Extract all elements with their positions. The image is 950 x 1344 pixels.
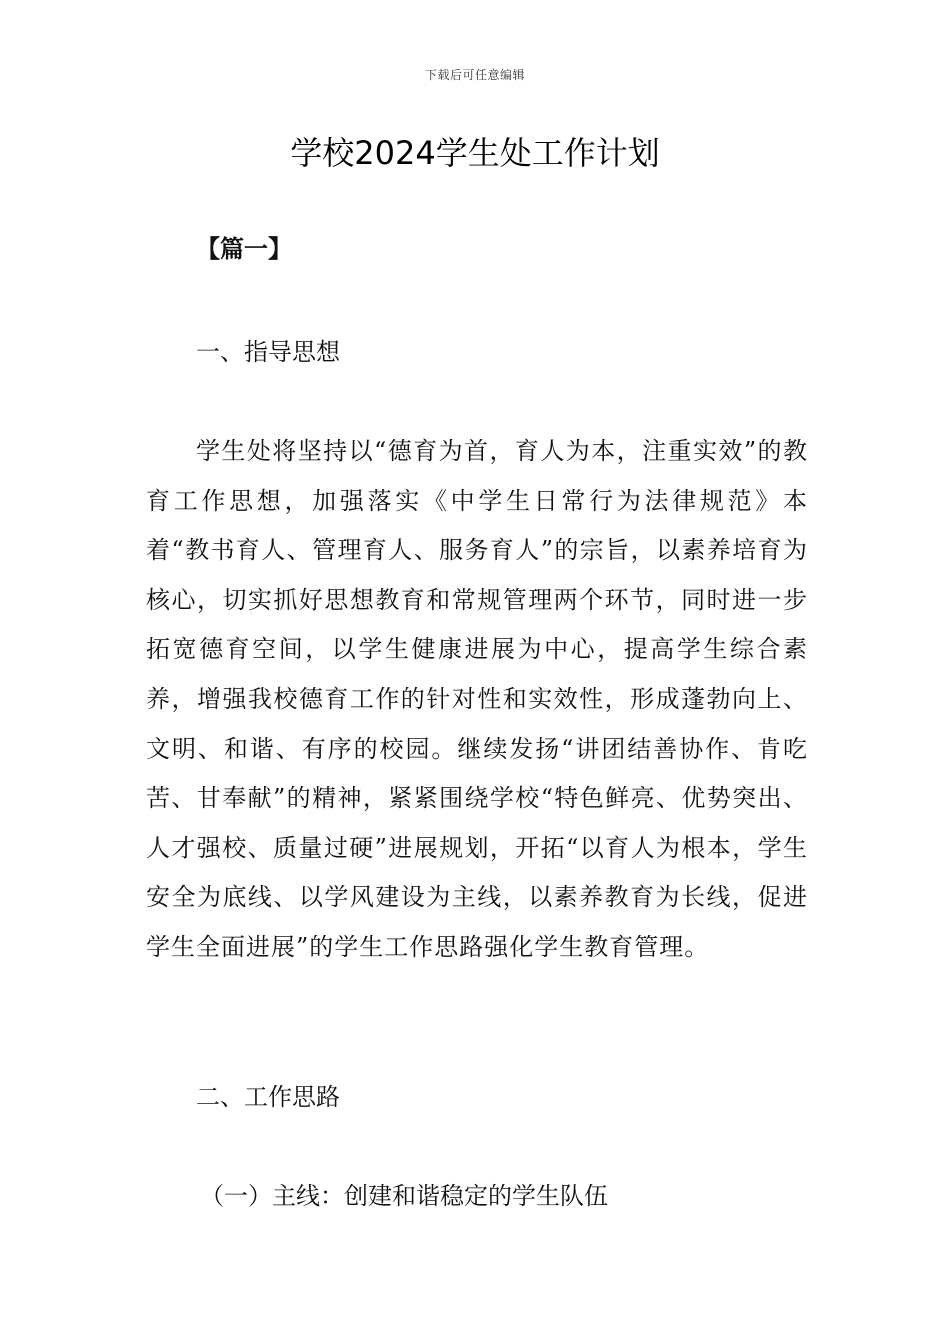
section-paragraph-guiding-ideology: 学生处将坚持以“德育为首，育人为本，注重实效”的教育工作思想，加强落实《中学生日常行为法律规范》本着“教书育人、管理育人、服务育人”的宗旨，以素养培育为核心，切实抓好思想教育和常规管理两个环节，同时进一步拓宽德育空间，以学生健康进展为中心，提高学生综合素养，增强我校德育工作的针对性和实效性，形成蓬勃向上、文明、和谐、有序的校园。继续发扬“讲团结善协作、肯吃苦、甘奉献”的精神，紧紧围绕学校“特色鲜亮、优势突出、人才强校、质量过硬”进展规划，开拓“以育人为根本，学生安全为底线、以学风建设为主线，以素养教育为长线，促进学生全面进展”的学生工作思路强化学生教育管理。 — [146, 437, 808, 961]
part-label: 【篇一】 — [196, 235, 292, 263]
header-note: 下载后可任意编辑 — [424, 68, 525, 82]
subsection-heading-main-line: （一）主线：创建和谐稳定的学生队伍 — [200, 1182, 608, 1210]
document-title: 学校2024学生处工作计划 — [290, 134, 660, 172]
section-heading-guiding-ideology: 一、指导思想 — [196, 338, 340, 366]
section-heading-work-ideas: 二、工作思路 — [196, 1083, 340, 1111]
